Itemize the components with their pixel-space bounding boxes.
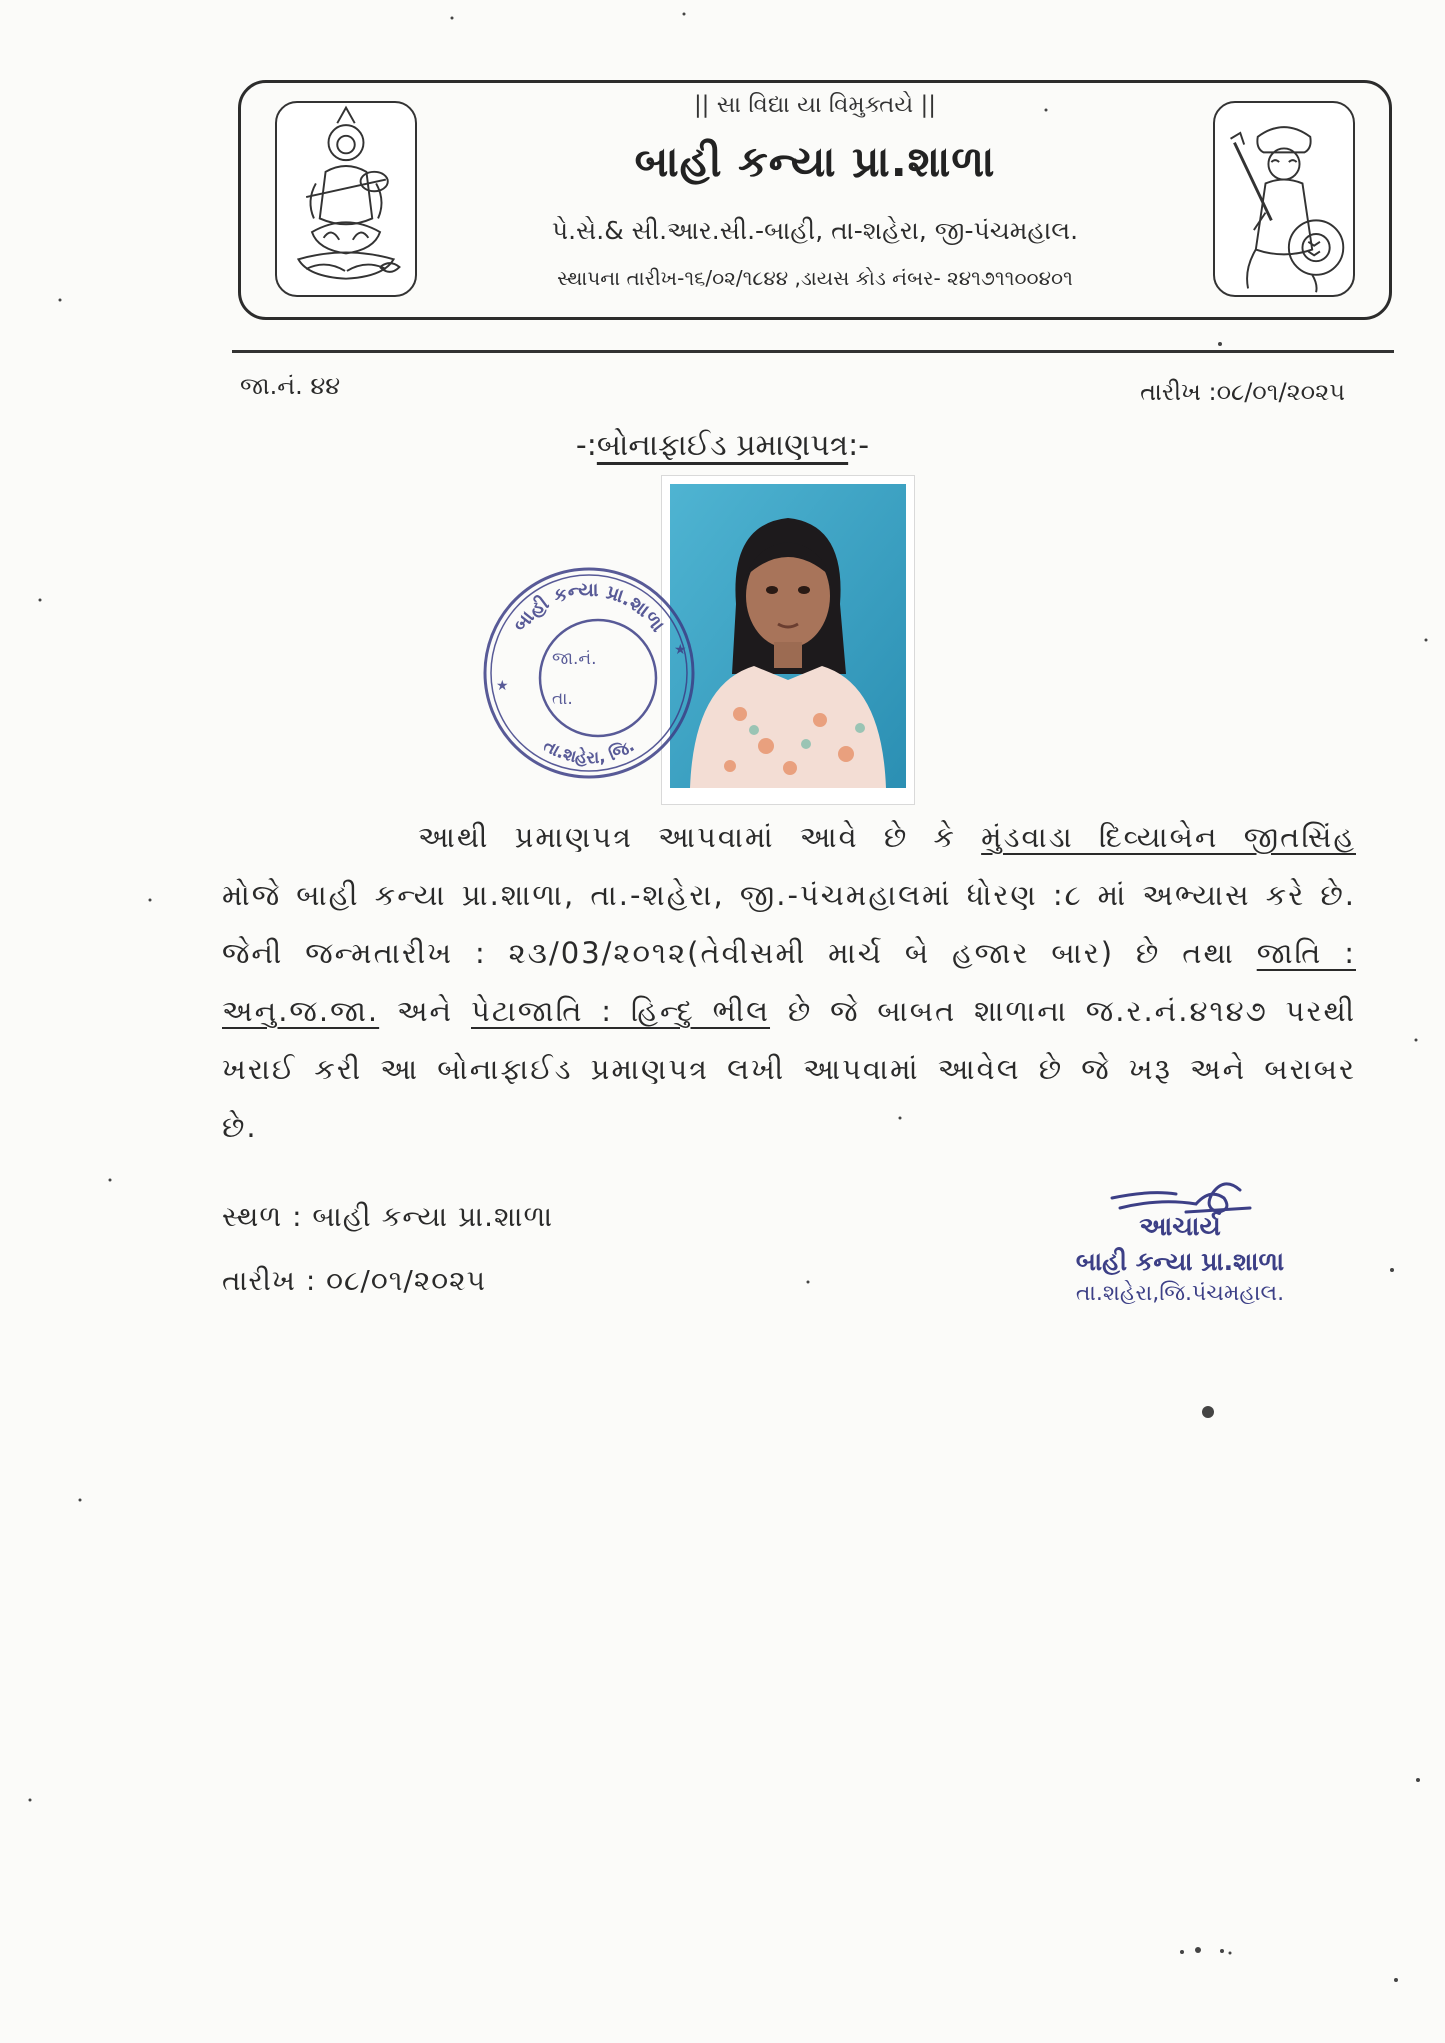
stamp-text-top: બાહી કન્યા પ્રા.શાળા (509, 578, 669, 637)
body-line-5: ખરાઈ કરી આ બોનાફાઈડ પ્રમાણપત્ર લખી આપવામાં આવેલ છે જે ખરૂ અને બરાબર (222, 1052, 1356, 1086)
establishment-line: સ્થાપના તારીખ-૧૬/૦૨/૧૮૪૪ ,ડાયસ કોડ નંબર- ૨૪૧૭૧૧૦૦૪૦૧ (557, 266, 1073, 290)
student-name: મુંડવાડા દિવ્યાબેન જીતસિંહ (981, 820, 1356, 854)
caste-label: જાતિ : (1256, 936, 1356, 970)
body-line-1 (222, 808, 1356, 866)
title-prefix: -: (575, 428, 597, 463)
principal-title: આચાર્ય (1139, 1212, 1221, 1242)
stamp-text-bottom: તા.શહેરા, જિ. (539, 735, 639, 769)
school-name: બાહી કન્યા પ્રા.શાળા (634, 137, 996, 186)
title-suffix: :- (848, 428, 870, 463)
school-seal-stamp (478, 562, 700, 784)
school-address: પે.સે.& સી.આર.સી.-બાહી, તા-શહેરા, જી-પંચમહાલ. (551, 216, 1079, 245)
principal-place: તા.શહેરા,જિ.પંચમહાલ. (1075, 1281, 1285, 1306)
header-date: તારીખ :૦૮/૦૧/૨૦૨૫ (1140, 378, 1345, 406)
principal-school: બાહી કન્યા પ્રા.શાળા (1075, 1247, 1285, 1276)
title-text: બોનાફાઈડ પ્રમાણપત્ર (596, 428, 849, 463)
stamp-inner-line-1: જા.નં. (552, 649, 597, 669)
student-portrait (670, 484, 906, 788)
warrior-emblem-icon (1213, 101, 1355, 297)
stamp-inner-line-2: તા. (552, 689, 573, 709)
certificate-body (222, 808, 1356, 1156)
caste-value: અનુ.જ.જા. (222, 994, 380, 1028)
stamp-star-right-icon: ★ (674, 642, 687, 658)
letterhead (238, 80, 1392, 320)
body-line-6: છે. (222, 1110, 258, 1144)
school-motto: || સા વિદ્યા યા વિમુક્તયે || (693, 92, 937, 118)
certificate-title (0, 428, 1445, 463)
subcaste: પેટાજાતિ : હિન્દુ ભીલ (471, 994, 771, 1028)
body-line-2: મોજે બાહી કન્યા પ્રા.શાળા, તા.-શહેરા, જી.-પંચમહાલમાં ધોરણ :૮ માં અભ્યાસ કરે છે. (222, 878, 1356, 912)
reference-number: જા.નં. ૪૪ (240, 372, 341, 400)
svg-text:તા.શહેરા, જિ. (540, 736, 638, 769)
svg-text:બાહી કન્યા પ્રા.શાળા (509, 579, 669, 636)
body-conjunction: અને (379, 994, 471, 1028)
register-text: છે જે બાબત શાળાના જ.ર.નં.૪૧૪૭ પરથી (770, 994, 1356, 1028)
stamp-star-left-icon: ★ (496, 678, 509, 694)
header-divider (232, 350, 1394, 353)
principal-stamp (1040, 1212, 1320, 1306)
body-text-1: આથી પ્રમાણપત્ર આપવામાં આવે છે કે (418, 820, 982, 854)
footer-date: તારીખ : ૦૮/૦૧/૨૦૨૫ (222, 1264, 486, 1297)
place-line: સ્થળ : બાહી કન્યા પ્રા.શાળા (222, 1200, 554, 1233)
body-line-4 (222, 982, 1356, 1040)
birth-date-text: જેની જન્મતારીખ : ૨૩/03/૨૦૧૨(તેવીસમી માર્ચ બે હજાર બાર) છે તથા (222, 936, 1257, 970)
body-line-3 (222, 924, 1356, 982)
